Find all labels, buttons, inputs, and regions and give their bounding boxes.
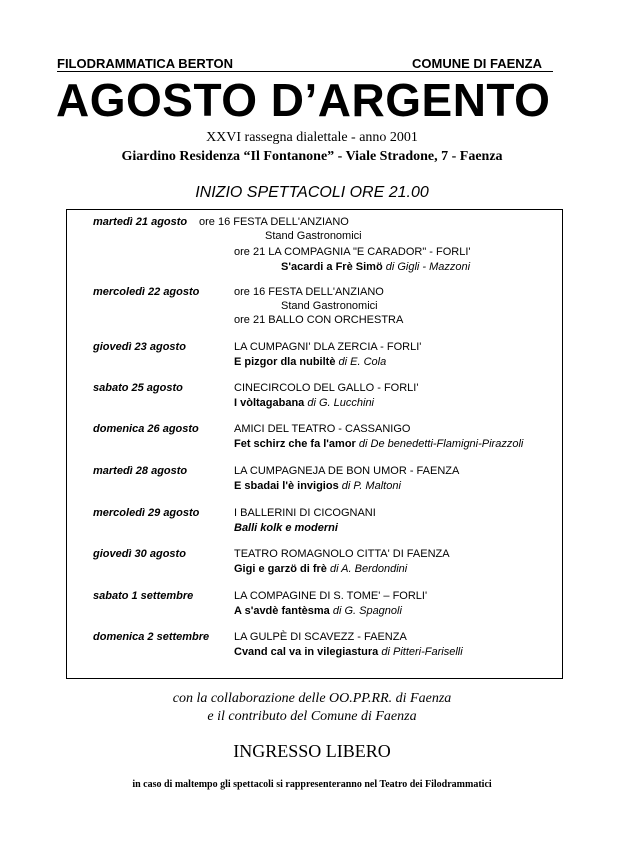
event-line: Stand Gastronomici xyxy=(281,300,378,312)
festival-edition: XXVI rassegna dialettale - anno 2001 xyxy=(206,130,418,145)
event-line: Stand Gastronomici xyxy=(265,230,362,242)
event-show xyxy=(234,438,523,450)
show-author: di G. Spagnoli xyxy=(332,605,402,617)
show-title: Fet schirz che fa l'amor xyxy=(234,438,356,450)
event-date: sabato 25 agosto xyxy=(93,382,183,394)
show-author: di G. Lucchini xyxy=(307,397,375,409)
collaboration-note: con la collaborazione delle OO.PP.RR. di Faenza xyxy=(172,691,452,706)
event-date: sabato 1 settembre xyxy=(93,590,194,602)
show-title: A s'avdè fantèsma xyxy=(234,605,330,617)
event-show xyxy=(281,261,470,273)
show-title: Cvand cal va in vilegiastura xyxy=(234,646,379,658)
municipality-name: COMUNE DI FAENZA xyxy=(412,56,542,71)
show-title: E pizgor dla nubiltè xyxy=(234,356,336,368)
event-line: ore 21 BALLO CON ORCHESTRA xyxy=(234,314,404,326)
show-title: S'acardi a Frè Simö xyxy=(281,261,383,273)
event-company: LA COMPAGINE DI S. TOME' – FORLI' xyxy=(234,590,428,602)
event-show xyxy=(234,480,401,492)
show-title: Balli kolk e moderni xyxy=(234,522,338,534)
show-title: I vòltagabana xyxy=(234,397,305,409)
event-show xyxy=(234,397,374,409)
event-date: giovedì 23 agosto xyxy=(93,341,186,353)
poster-title: AGOSTO D’ARGENTO xyxy=(56,74,551,126)
event-show xyxy=(234,563,407,575)
show-author: di A. Berdondini xyxy=(329,563,408,575)
event-line: ore 16 FESTA DELL'ANZIANO xyxy=(199,216,349,228)
event-date: mercoledì 29 agosto xyxy=(93,507,200,519)
bad-weather-note: in caso di maltempo gli spettacoli si rappresenteranno nel Teatro dei Filodrammatici xyxy=(132,779,492,790)
show-author: di Gigli - Mazzoni xyxy=(385,261,471,273)
header-rule xyxy=(57,71,553,72)
show-title: Gigi e garzö di frè xyxy=(234,563,327,575)
program-box xyxy=(66,209,563,679)
event-company: LA CUMPAGNEJA DE BON UMOR - FAENZA xyxy=(234,465,460,477)
event-date: giovedì 30 agosto xyxy=(93,548,186,560)
event-show xyxy=(234,356,386,368)
event-show xyxy=(234,522,338,534)
start-time: INIZIO SPETTACOLI ORE 21.00 xyxy=(195,184,429,201)
free-entry: INGRESSO LIBERO xyxy=(233,741,391,761)
event-show xyxy=(234,646,463,658)
event-line: ore 16 FESTA DELL'ANZIANO xyxy=(234,286,384,298)
show-author: di E. Cola xyxy=(338,356,387,368)
show-title: E sbadai l'è invigios xyxy=(234,480,339,492)
event-line: ore 21 LA COMPAGNIA "E CARADOR" - FORLI' xyxy=(234,246,471,258)
event-company: AMICI DEL TEATRO - CASSANIGO xyxy=(234,423,411,435)
event-company: CINECIRCOLO DEL GALLO - FORLI' xyxy=(234,382,419,394)
event-company: LA GULPÈ DI SCAVEZZ - FAENZA xyxy=(234,631,407,643)
organizer-name: FILODRAMMATICA BERTON xyxy=(57,56,233,71)
event-company: TEATRO ROMAGNOLO CITTA' DI FAENZA xyxy=(234,548,450,560)
event-date: martedì 28 agosto xyxy=(93,465,188,477)
event-date: mercoledì 22 agosto xyxy=(93,286,200,298)
event-company: I BALLERINI DI CICOGNANI xyxy=(234,507,376,519)
venue-address: Giardino Residenza “Il Fontanone” - Viale Stradone, 7 - Faenza xyxy=(121,149,503,164)
event-show xyxy=(234,605,402,617)
show-author: di Pitteri-Fariselli xyxy=(381,646,463,658)
event-company: LA CUMPAGNI' DLA ZERCIA - FORLI' xyxy=(234,341,422,353)
show-author: di P. Maltoni xyxy=(341,480,401,492)
event-date: domenica 26 agosto xyxy=(93,423,199,435)
event-date: domenica 2 settembre xyxy=(93,631,210,643)
event-date: martedì 21 agosto xyxy=(93,216,188,228)
sponsor-note: e il contributo del Comune di Faenza xyxy=(207,709,417,724)
show-author: di De benedetti-Flamigni-Pirazzoli xyxy=(358,438,524,450)
